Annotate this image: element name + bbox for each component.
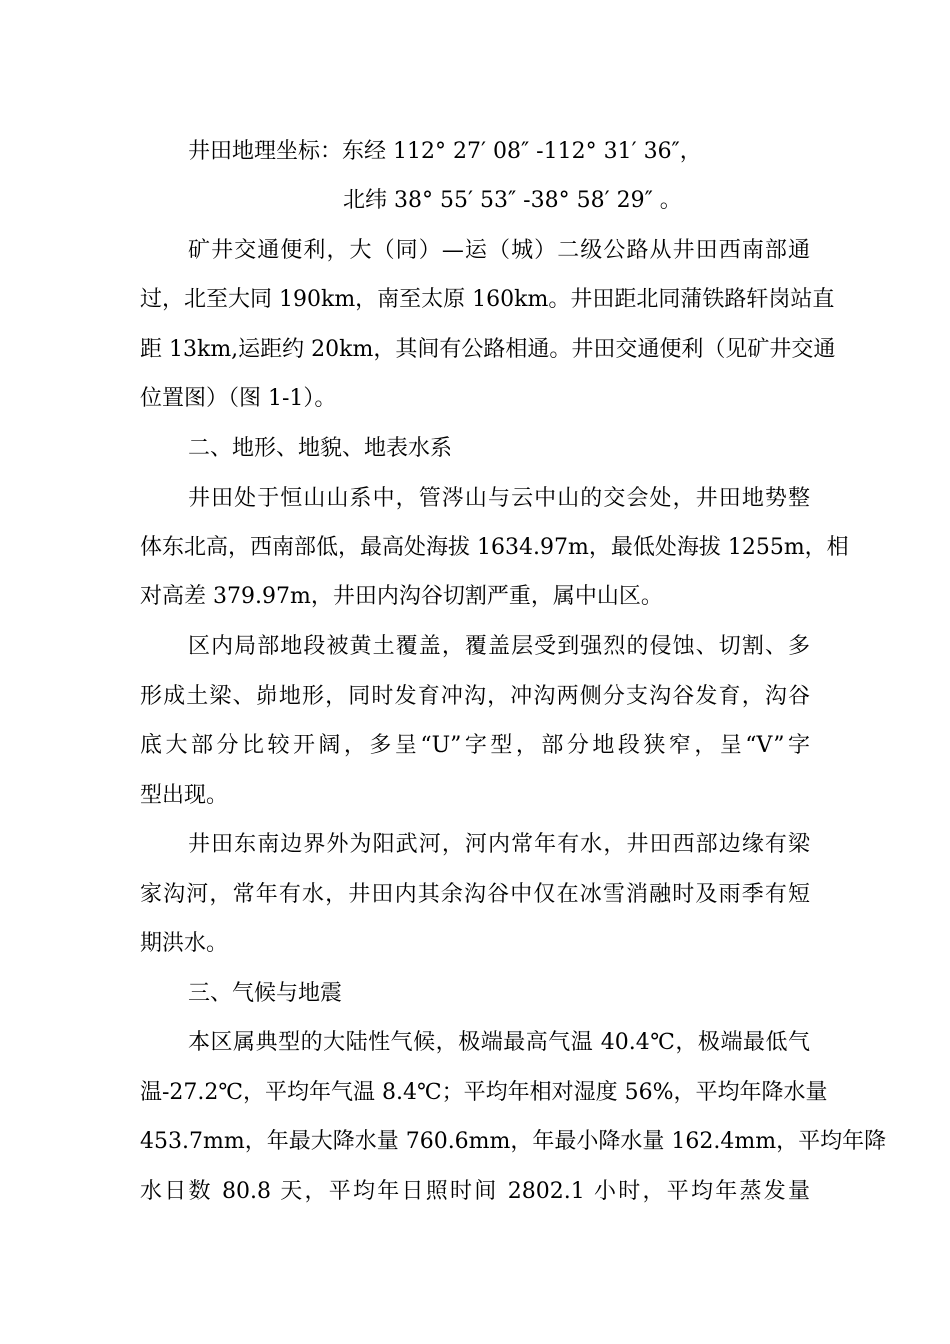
- paragraph-line: 底大部分比较开阔，多呈“U”字型，部分地段狭窄，呈“V”字: [140, 733, 810, 758]
- section-heading-terrain: 二、地形、地貌、地表水系: [188, 436, 453, 461]
- paragraph-line: 体东北高，西南部低，最高处海拔 1634.97m，最低处海拔 1255m，相: [140, 535, 849, 560]
- paragraph-line: 过，北至大同 190km，南至太原 160km。井田距北同蒲铁路轩岗站直: [140, 287, 835, 312]
- paragraph-line: 距 13km,运距约 20km，其间有公路相通。井田交通便利（见矿井交通: [140, 337, 836, 362]
- paragraph-line: 期洪水。: [140, 931, 229, 956]
- paragraph-line: 井田东南边界外为阳武河，河内常年有水，井田西部边缘有梁: [188, 832, 810, 857]
- paragraph-line: 矿井交通便利，大（同）—运（城）二级公路从井田西南部通: [188, 238, 810, 263]
- paragraph-line: 位置图）（图 1-1）。: [140, 386, 337, 411]
- paragraph-line: 对高差 379.97m，井田内沟谷切割严重，属中山区。: [140, 584, 663, 609]
- paragraph-line: 水日数 80.8 天，平均年日照时间 2802.1 小时，平均年蒸发量: [140, 1179, 810, 1204]
- paragraph-line: 形成土梁、峁地形，同时发育冲沟，冲沟两侧分支沟谷发育，沟谷: [140, 684, 810, 709]
- paragraph-line: 温-27.2℃，平均年气温 8.4℃；平均年相对湿度 56%，平均年降水量: [140, 1080, 828, 1105]
- coordinate-line-latitude: 北纬 38° 55′ 53″ -38° 58′ 29″ 。: [343, 188, 682, 213]
- paragraph-line: 453.7mm，年最大降水量 760.6mm，年最小降水量 162.4mm，平均年降: [140, 1129, 887, 1154]
- paragraph-line: 型出现。: [140, 783, 229, 808]
- section-heading-climate: 三、气候与地震: [188, 981, 343, 1006]
- paragraph-line: 家沟河，常年有水，井田内其余沟谷中仅在冰雪消融时及雨季有短: [140, 882, 810, 907]
- coordinate-line-longitude: 井田地理坐标：东经 112° 27′ 08″ -112° 31′ 36″，: [188, 139, 702, 164]
- paragraph-line: 本区属典型的大陆性气候，极端最高气温 40.4℃，极端最低气: [188, 1030, 810, 1055]
- paragraph-line: 井田处于恒山山系中，管涔山与云中山的交会处，井田地势整: [188, 486, 810, 511]
- paragraph-line: 区内局部地段被黄土覆盖，覆盖层受到强烈的侵蚀、切割、多: [188, 634, 810, 659]
